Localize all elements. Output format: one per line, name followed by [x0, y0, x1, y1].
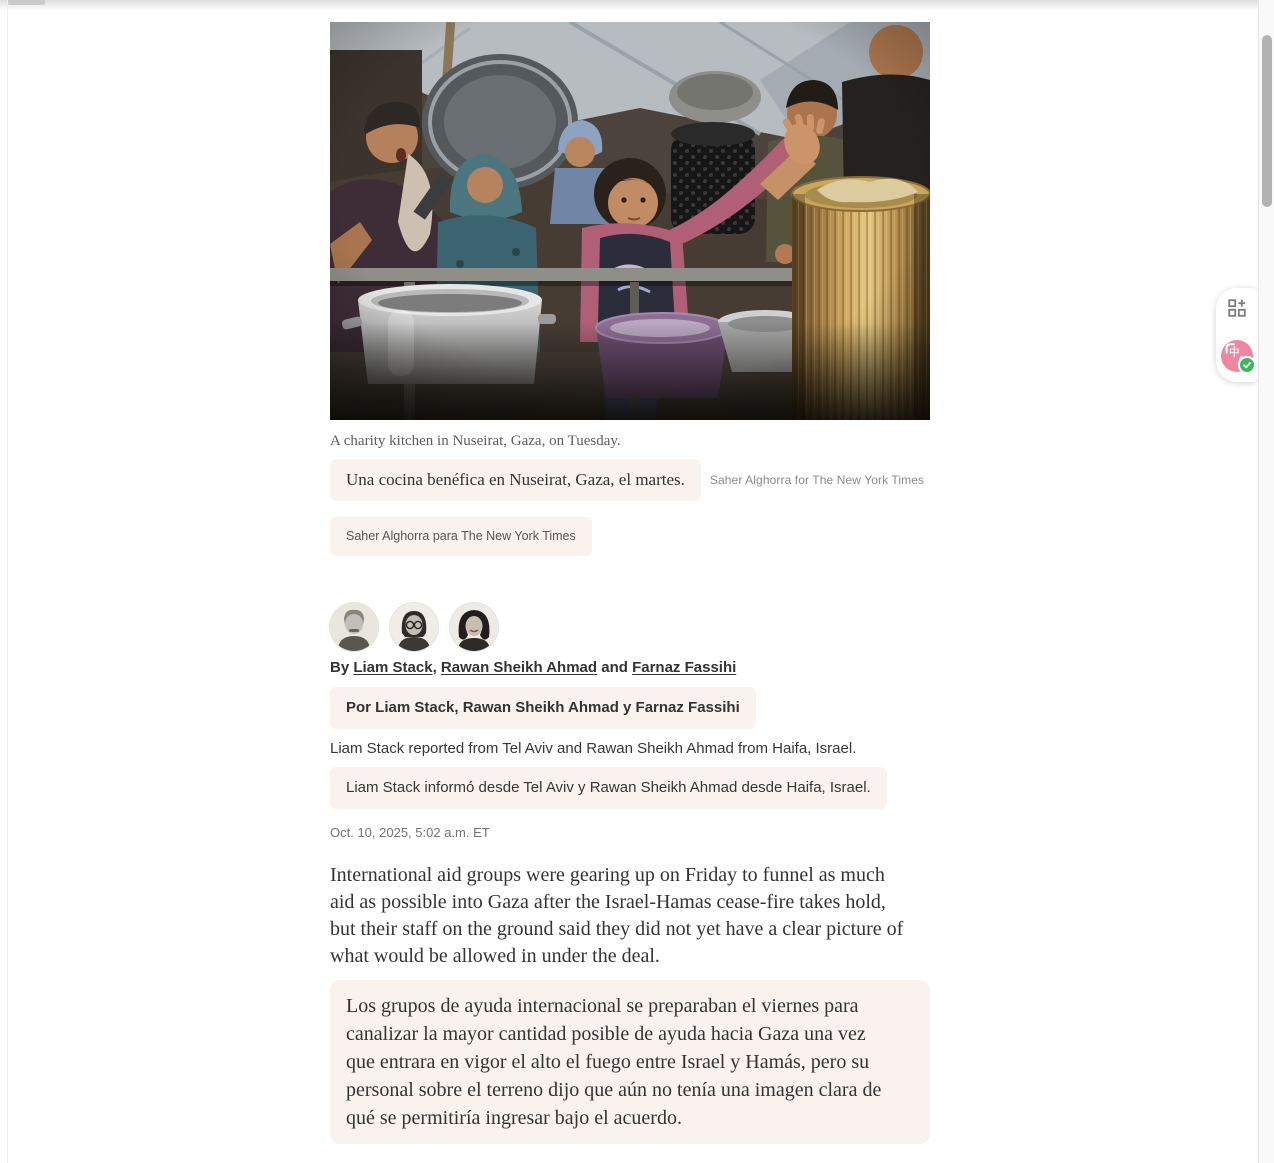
article-paragraph	[330, 862, 930, 970]
svg-text:中: 中	[1228, 346, 1240, 359]
caption-translation-row	[330, 459, 930, 501]
paragraph-line: aid as possible into Gaza after the Israel-Hamas cease-fire takes hold,	[330, 891, 886, 913]
apps-grid-button[interactable]	[1219, 291, 1255, 327]
article-body-column	[330, 22, 930, 1144]
paragraph-line: qué se permitiría ingresar bajo el acuerdo.	[346, 1107, 682, 1129]
translate-button[interactable]	[1221, 340, 1253, 372]
page-scrollbar-track[interactable]	[1258, 0, 1274, 1163]
photo-caption-block	[330, 431, 930, 556]
paragraph-line: canalizar la mayor cantidad posible de ayuda hacia Gaza una vez	[346, 1023, 866, 1045]
paragraph-line: que entrara en vigor el alto el fuego entre Israel y Hamás, pero su	[346, 1051, 870, 1073]
lead-photo-figure	[330, 22, 930, 556]
paragraph-line: but their staff on the ground said they did not yet have a clear picture of	[330, 918, 904, 940]
author-avatar-3	[450, 603, 498, 651]
publish-date: Oct. 10, 2025, 5:02 a.m. ET	[330, 825, 490, 840]
author-link-3[interactable]: Farnaz Fassihi	[632, 659, 737, 676]
scrolled-header-remnant	[8, 0, 45, 5]
photo-caption-translation: Una cocina benéfica en Nuseirat, Gaza, el martes.	[330, 459, 701, 501]
byline-by-label: By	[330, 659, 354, 676]
translate-enabled-check-icon	[1238, 356, 1256, 374]
paragraph-line: personal sobre el terreno dijo que aún no tenía una imagen clara de	[346, 1079, 882, 1101]
byline	[330, 659, 930, 677]
dateline-note-translation: Liam Stack informó desde Tel Aviv y Rawan Sheikh Ahmad desde Haifa, Israel.	[330, 767, 887, 809]
photo-credit: Saher Alghorra for The New York Times	[709, 473, 925, 487]
page-scrollbar-thumb[interactable]	[1262, 35, 1272, 207]
byline-separator: and	[597, 659, 633, 676]
paragraph-line: Los grupos de ayuda internacional se preparaban el viernes para	[346, 995, 859, 1017]
byline-separator: ,	[432, 659, 441, 676]
extension-floating-widget	[1216, 288, 1258, 382]
photo-credit-translation: Saher Alghorra para The New York Times	[330, 517, 592, 556]
header-shadow	[0, 0, 1259, 11]
paragraph-line: what would be allowed in under the deal.	[330, 945, 660, 967]
article-paragraph-translation	[330, 980, 930, 1144]
author-avatars	[330, 603, 930, 651]
paragraph-line: International aid groups were gearing up on Friday to funnel as much	[330, 864, 885, 886]
author-avatar-1	[330, 603, 378, 651]
byline-translation: Por Liam Stack, Rawan Sheikh Ahmad y Farnaz Fassihi	[330, 687, 756, 729]
left-edge-divider	[7, 0, 8, 1163]
author-avatar-2	[390, 603, 438, 651]
photo-caption: A charity kitchen in Nuseirat, Gaza, on Tuesday.	[330, 433, 621, 449]
apps-grid-icon	[1228, 299, 1246, 320]
author-link-2[interactable]: Rawan Sheikh Ahmad	[440, 659, 598, 676]
author-link-1[interactable]: Liam Stack	[353, 659, 433, 676]
dateline-note: Liam Stack reported from Tel Aviv and Rawan Sheikh Ahmad from Haifa, Israel.	[330, 740, 857, 757]
lead-photo	[330, 22, 930, 420]
